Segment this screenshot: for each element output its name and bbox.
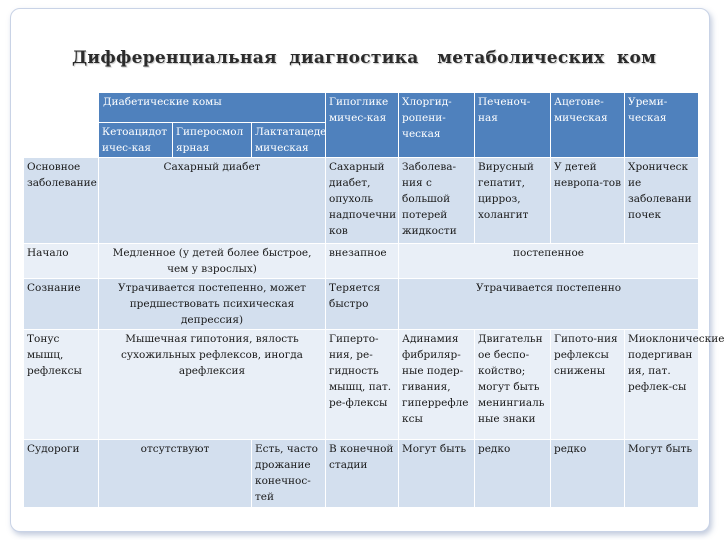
header-hepatic: Печеноч-ная	[475, 93, 551, 158]
seizures-hypochloremic: Могут быть	[399, 440, 475, 508]
seizures-diabetic: отсутствуют	[99, 440, 252, 508]
onset-hypoglycemic: внезапное	[326, 244, 399, 279]
underlying-acetonemic: У детей невропа-тов	[551, 158, 625, 244]
header-empty-cell	[24, 93, 99, 158]
underlying-diabetic: Сахарный диабет	[99, 158, 326, 244]
row-label-seizures: Судороги	[24, 440, 99, 508]
onset-diabetic: Медленное (у детей более быстрое, чем у взрослых)	[99, 244, 326, 279]
tone-hypoglycemic: Гиперто-ния, ре-гидность мышц, пат. ре-флексы	[326, 330, 399, 440]
seizures-acetonemic: редко	[551, 440, 625, 508]
header-lactacidemic: Лактатацеде мическая	[252, 123, 326, 158]
row-label-tone: Тонус мышц, рефлексы	[24, 330, 99, 440]
underlying-hypochloremic: Заболева-ния с большой потерей жидкости	[399, 158, 475, 244]
tone-diabetic: Мышечная гипотония, вялость сухожильных рефлексов, иногда арефлексия	[99, 330, 326, 440]
header-hyperosmolar: Гиперосмол ярная	[173, 123, 252, 158]
header-acetonemic: Ацетоне-мическая	[551, 93, 625, 158]
diagnosis-table	[23, 92, 724, 508]
tone-hepatic: Двигательн ое беспо-койство; могут быть менингиаль ные знаки	[475, 330, 551, 440]
row-label-underlying: Основное заболевание	[24, 158, 99, 244]
header-diabetic-comas: Диабетические комы	[99, 93, 326, 123]
header-hypoglycemic: Гипоглике мичес-кая	[326, 93, 399, 158]
underlying-hypoglycemic: Сахарный диабет, опухоль надпочечни ков	[326, 158, 399, 244]
seizures-hepatic: редко	[475, 440, 551, 508]
consciousness-diabetic: Утрачивается постепенно, может предшествовать психическая депрессия)	[99, 279, 326, 330]
underlying-uremic: Хроническ ие заболевани почек	[625, 158, 699, 244]
header-ketoacidotic: Кетоацидот ичес-кая	[99, 123, 173, 158]
row-label-onset: Начало	[24, 244, 99, 279]
slide-title: Дифференциальная диагностика метаболических ком	[72, 48, 657, 68]
tone-uremic: Миоклонические подергиван ия, пат. рефлек-сы	[625, 330, 699, 440]
row-label-consciousness: Сознание	[24, 279, 99, 330]
header-uremic: Уреми-ческая	[625, 93, 699, 158]
consciousness-hypoglycemic: Теряется быстро	[326, 279, 399, 330]
tone-acetonemic: Гипото-ния рефлексы снижены	[551, 330, 625, 440]
seizures-hypoglycemic: В конечной стадии	[326, 440, 399, 508]
seizures-uremic: Могут быть	[625, 440, 699, 508]
tone-hypochloremic: Адинамия фибриляр-ные подер-гивания, гиперрефле ксы	[399, 330, 475, 440]
header-hypochloremic: Хлоргид-ропени-ческая	[399, 93, 475, 158]
onset-others: постепенное	[399, 244, 699, 279]
underlying-hepatic: Вирусный гепатит, цирроз, холангит	[475, 158, 551, 244]
consciousness-others: Утрачивается постепенно	[399, 279, 699, 330]
seizures-lactacidemic: Есть, часто дрожание конечнос-тей	[252, 440, 326, 508]
